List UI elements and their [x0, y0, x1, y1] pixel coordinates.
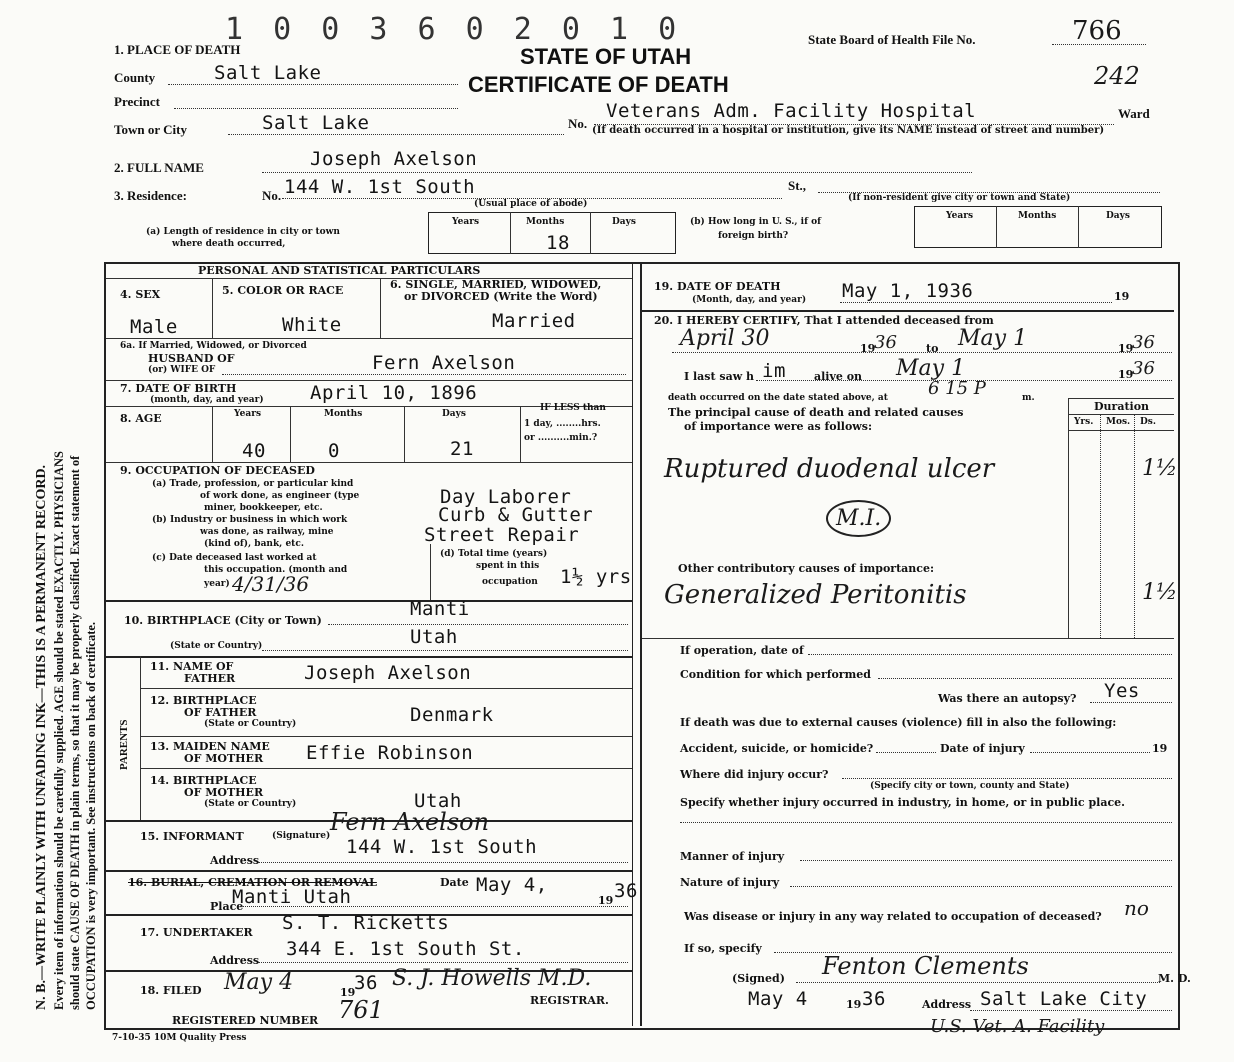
institution-no-label: No.	[568, 116, 588, 131]
other-causes-label: Other contributory causes of importance:	[678, 562, 935, 575]
residence-st-label: St.,	[788, 178, 807, 193]
occupation-value: Day Laborer	[440, 486, 572, 508]
physician-signature: Fenton Clements	[822, 952, 1029, 980]
mother-birth-label2: OF MOTHER	[184, 786, 264, 799]
sex-value: Male	[130, 316, 178, 338]
occupation-related-value: no	[1124, 896, 1149, 920]
mother-birth-value: Utah	[414, 790, 462, 812]
us-residence-label: (b) How long in U. S., if of	[690, 217, 821, 227]
death-at-label: death occurred on the date stated above, at	[668, 393, 888, 403]
date-of-death-label: 19. DATE OF DEATH	[654, 280, 781, 293]
town-value: Salt Lake	[262, 112, 370, 134]
file-number-label: State Board of Health File No.	[808, 32, 976, 47]
father-birth-label3: (State or Country)	[204, 719, 297, 729]
full-name-label: 2. FULL NAME	[114, 160, 204, 175]
spouse-label3: (or) WIFE OF	[148, 365, 216, 375]
full-name-value: Joseph Axelson	[310, 148, 478, 170]
occ-c-line1: (c) Date deceased last worked at	[152, 553, 317, 563]
birthplace-state-label: (State or Country)	[170, 641, 263, 651]
personal-heading: PERSONAL AND STATISTICAL PARTICULARS	[198, 264, 481, 277]
spouse-label1: 6a. If Married, Widowed, or Divorced	[120, 341, 307, 351]
residence-label: 3. Residence:	[114, 188, 187, 203]
form-footer: 7-10-35 10M Quality Press	[112, 1033, 247, 1043]
marital-label2: or DIVORCED (Write the Word)	[404, 290, 598, 303]
place-of-death-label: 1. PLACE OF DEATH	[114, 42, 241, 57]
burial-year-prefix: 19	[598, 894, 614, 907]
primary-cause-duration: 1½	[1142, 456, 1178, 481]
age-months-label: Months	[324, 409, 363, 419]
last-saw-label: I last saw h	[684, 370, 755, 383]
injury-date-label: Date of injury	[940, 742, 1025, 755]
occ-b-line2: was done, as railway, mine	[200, 527, 334, 537]
occ-a-line3: miner, bookkeeper, etc.	[204, 503, 323, 513]
primary-cause-mark: M.I.	[826, 500, 891, 537]
registered-number-label: REGISTERED NUMBER	[172, 1014, 319, 1027]
town-label: Town or City	[114, 122, 187, 137]
registrar-label: REGISTRAR.	[530, 994, 609, 1007]
age-days-label: Days	[442, 409, 466, 419]
res-months-header: Months	[526, 217, 565, 227]
occ-d-line3: occupation	[482, 577, 538, 587]
spouse-label2: HUSBAND OF	[148, 352, 235, 365]
registrar-signature: S. J. Howells M.D.	[392, 966, 592, 991]
us-months-header: Months	[1018, 211, 1057, 221]
if-so-label: If so, specify	[684, 942, 762, 955]
occupation-label: 9. OCCUPATION OF DECEASED	[120, 464, 315, 477]
mother-label: 13. MAIDEN NAME	[150, 740, 270, 753]
registered-number-value: 761	[338, 996, 384, 1024]
nonresident-note: (If non-resident give city or town and State)	[848, 193, 1071, 203]
industry-value2: Street Repair	[424, 524, 580, 546]
father-birth-value: Denmark	[410, 704, 494, 726]
mother-birth-label: 14. BIRTHPLACE	[150, 774, 257, 787]
manner-of-injury-label: Manner of injury	[680, 850, 785, 863]
undertaker-value: S. T. Ricketts	[282, 912, 450, 934]
mother-value: Effie Robinson	[306, 742, 474, 764]
file-number-value: 766	[1072, 16, 1122, 46]
duration-mos: Mos.	[1106, 417, 1131, 427]
nature-of-injury-label: Nature of injury	[680, 876, 780, 889]
mother-birth-label3: (State or Country)	[204, 799, 297, 809]
alive-on-value: May 1	[896, 356, 966, 381]
signed-date: May 4	[748, 988, 808, 1010]
signed-label: (Signed)	[732, 972, 785, 985]
autopsy-label: Was there an autopsy?	[938, 692, 1077, 705]
duration-header: Duration	[1094, 400, 1150, 413]
principal-cause-label1: The principal cause of death and related causes	[668, 406, 964, 419]
autopsy-value: Yes	[1104, 680, 1140, 702]
occ-c-line2: this occupation. (month and	[204, 565, 348, 575]
side-instructions-line4: OCCUPATION is very important. See instructions on back of certificate.	[84, 621, 98, 1010]
institution-value: Veterans Adm. Facility Hospital	[606, 100, 977, 122]
us-residence-label2: foreign birth?	[718, 231, 789, 241]
operation-label: If operation, date of	[680, 644, 804, 657]
attended-to: May 1	[958, 326, 1028, 351]
injury-specify-label: Specify whether injury occurred in industry, in home, or in public place.	[680, 796, 1125, 809]
occ-b-line3: (kind of), bank, etc.	[204, 539, 304, 549]
date-of-death-value: May 1, 1936	[842, 280, 974, 302]
birthplace-state-value: Utah	[410, 626, 458, 648]
to-label: to	[926, 342, 939, 355]
date-of-death-year-prefix: 19	[1114, 290, 1130, 303]
primary-cause: Ruptured duodenal ulcer	[664, 454, 995, 484]
to-year-prefix: 19	[1118, 342, 1134, 355]
county-label: County	[114, 70, 156, 85]
certificate-title: CERTIFICATE OF DEATH	[468, 72, 729, 97]
precinct-label: Precinct	[114, 94, 160, 109]
principal-cause-label2: of importance were as follows:	[684, 420, 872, 433]
burial-year-value: 36	[614, 880, 638, 902]
accident-label: Accident, suicide, or homicide?	[680, 742, 874, 755]
age-months-value: 0	[328, 440, 340, 462]
contributory-cause: Generalized Peritonitis	[664, 580, 967, 610]
birthplace-label: 10. BIRTHPLACE (City or Town)	[124, 614, 322, 627]
alive-on-label: alive on	[814, 370, 863, 383]
last-saw-value: im	[762, 360, 786, 382]
age-years-label: Years	[234, 409, 262, 419]
death-at-value: 6 15 P	[928, 378, 986, 399]
less-than-minutes: or ..........min.?	[524, 433, 598, 443]
usual-abode-note: (Usual place of abode)	[474, 199, 588, 209]
side-instructions-line1: N. B.—WRITE PLAINLY WITH UNFADING INK—THIS IS A PERMANENT RECORD.	[34, 464, 49, 1010]
to-year: 36	[1132, 332, 1155, 353]
informant-signature-label: (Signature)	[272, 831, 331, 841]
duration-yrs: Yrs.	[1074, 417, 1094, 427]
institution-note: (If death occurred in a hospital or institution, give its NAME instead of street and number)	[592, 125, 1105, 136]
res-years-header: Years	[452, 217, 480, 227]
color-label: 5. COLOR OR RACE	[222, 284, 344, 297]
filed-year-prefix: 19	[340, 986, 356, 999]
residence-no-label: No.	[262, 188, 282, 203]
occ-a-line2: of work done, as engineer (type	[200, 491, 360, 501]
from-year-prefix: 19	[860, 342, 876, 355]
alive-year: 36	[1132, 358, 1155, 379]
color-value: White	[282, 314, 342, 336]
occ-a-line1: (a) Trade, profession, or particular kind	[152, 479, 354, 489]
length-residence-label: (a) Length of residence in city or town	[146, 227, 340, 237]
burial-date-value: May 4,	[476, 874, 548, 896]
occ-c-line3: year)	[204, 579, 230, 589]
date-of-death-label2: (Month, day, and year)	[692, 295, 807, 305]
age-years-value: 40	[242, 440, 266, 462]
res-days-header: Days	[612, 217, 636, 227]
occ-d-line2: spent in this	[476, 561, 540, 571]
condition-label: Condition for which performed	[680, 668, 871, 681]
physician-address-note: U.S. Vet. A. Facility	[930, 1016, 1105, 1037]
filed-year: 36	[354, 972, 378, 994]
state-title: STATE OF UTAH	[520, 44, 692, 69]
spouse-value: Fern Axelson	[372, 352, 516, 374]
age-label: 8. AGE	[120, 412, 162, 425]
us-days-header: Days	[1106, 211, 1130, 221]
last-worked-value: 4/31/36	[232, 572, 310, 596]
filed-label: 18. FILED	[140, 984, 202, 997]
informant-address-value: 144 W. 1st South	[346, 836, 538, 858]
birthplace-city-value: Manti	[410, 598, 470, 620]
occ-d-line1: (d) Total time (years)	[440, 549, 548, 559]
side-instructions-line3: should state CAUSE OF DEATH in plain terms, so that it may be properly classified. Exact statement of	[68, 455, 82, 1010]
marital-value: Married	[492, 310, 576, 332]
external-causes-label: If death was due to external causes (violence) fill in also the following:	[680, 716, 1117, 729]
occ-b-line1: (b) Industry or business in which work	[152, 515, 348, 525]
ward-label: Ward	[1118, 106, 1150, 121]
father-label2: FATHER	[184, 672, 236, 685]
length-residence-label2: where death occurred,	[172, 239, 286, 249]
father-birth-label: 12. BIRTHPLACE	[150, 694, 257, 707]
us-years-header: Years	[946, 211, 974, 221]
informant-label: 15. INFORMANT	[140, 830, 244, 843]
occupation-related-label: Was disease or injury in any way related to occupation of deceased?	[684, 910, 1102, 923]
burial-place-value: Manti Utah	[232, 886, 352, 908]
res-months-value: 18	[546, 232, 570, 254]
county-value: Salt Lake	[214, 62, 322, 84]
industry-value1: Curb & Gutter	[438, 504, 594, 526]
md-label: M. D.	[1158, 972, 1191, 985]
less-than-label: IF LESS than	[540, 403, 606, 413]
attended-from: April 30	[680, 326, 770, 351]
certify-label: 20. I HEREBY CERTIFY, That I attended deceased from	[654, 314, 994, 327]
signed-year: 36	[862, 988, 886, 1010]
father-birth-label2: OF FATHER	[184, 706, 257, 719]
parents-side-label: PARENTS	[118, 719, 130, 770]
informant-signature: Fern Axelson	[330, 808, 490, 836]
side-instructions-line2: Every item of information should be carefully supplied. AGE should be stated EXACTLY. PHYSICIANS	[52, 451, 66, 1010]
father-value: Joseph Axelson	[304, 662, 472, 684]
contributory-cause-duration: 1½	[1142, 580, 1178, 605]
physician-address-label: Address	[922, 998, 972, 1011]
burial-date-label: Date	[440, 876, 469, 889]
injury-year-prefix: 19	[1152, 742, 1168, 755]
file-stamp-digits: 1 0 0 3 6 0 2 0 1 0	[225, 12, 683, 47]
signed-year-prefix: 19	[846, 998, 862, 1011]
dob-value: April 10, 1896	[310, 382, 478, 404]
from-year: 36	[874, 332, 897, 353]
burial-label: 16. BURIAL, CREMATION OR REMOVAL	[128, 876, 377, 889]
undertaker-address-label: Address	[210, 954, 260, 967]
corner-note: 242	[1094, 62, 1140, 90]
filed-date: May 4	[224, 970, 294, 995]
undertaker-label: 17. UNDERTAKER	[140, 926, 253, 939]
residence-value: 144 W. 1st South	[284, 176, 476, 198]
dob-label: 7. DATE OF BIRTH	[120, 382, 237, 395]
injury-where-note: (Specify city or town, county and State)	[870, 781, 1070, 791]
dob-label2: (month, day, and year)	[150, 395, 264, 405]
death-at-suffix: m.	[1022, 393, 1035, 403]
total-time-value: 1½ yrs	[560, 566, 632, 588]
less-than-hours: 1 day, ........hrs.	[524, 419, 601, 429]
mother-label2: OF MOTHER	[184, 752, 264, 765]
duration-ds: Ds.	[1140, 417, 1157, 427]
marital-label: 6. SINGLE, MARRIED, WIDOWED,	[390, 278, 602, 291]
alive-year-prefix: 19	[1118, 368, 1134, 381]
sex-label: 4. SEX	[120, 288, 161, 301]
physician-address: Salt Lake City	[980, 988, 1148, 1010]
injury-where-label: Where did injury occur?	[680, 768, 829, 781]
informant-address-label: Address	[210, 854, 260, 867]
father-label: 11. NAME OF	[150, 660, 234, 673]
age-days-value: 21	[450, 438, 474, 460]
burial-place-label: Place	[210, 900, 244, 913]
undertaker-address-value: 344 E. 1st South St.	[286, 938, 525, 960]
